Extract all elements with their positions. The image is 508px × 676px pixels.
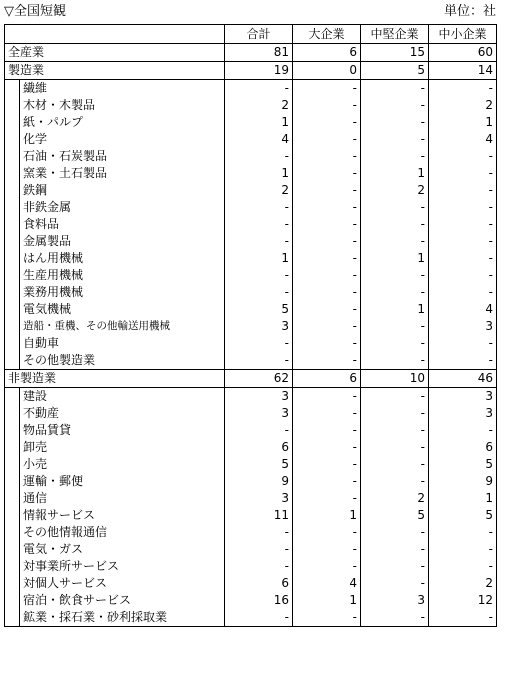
table-row xyxy=(5,131,497,148)
cell-small: - xyxy=(429,422,497,439)
cell-total: 1 xyxy=(225,165,293,182)
cell-mid: 10 xyxy=(361,370,429,388)
cell-large: - xyxy=(293,233,361,250)
cell-large: - xyxy=(293,301,361,318)
cell-total: - xyxy=(225,541,293,558)
cell-total: - xyxy=(225,352,293,370)
cell-total: 62 xyxy=(225,370,293,388)
cell-large: 1 xyxy=(293,507,361,524)
cell-mid: 2 xyxy=(361,182,429,199)
cell-large: - xyxy=(293,439,361,456)
row-label: 不動産 xyxy=(5,405,225,422)
table-header-row xyxy=(5,25,497,44)
cell-large: - xyxy=(293,80,361,98)
cell-mid: - xyxy=(361,405,429,422)
cell-small: 60 xyxy=(429,44,497,62)
row-label: 物品賃貸 xyxy=(5,422,225,439)
row-label: 化学 xyxy=(5,131,225,148)
cell-mid: - xyxy=(361,80,429,98)
cell-mid: - xyxy=(361,199,429,216)
cell-small: - xyxy=(429,609,497,627)
row-label: 造船・重機、その他輸送用機械 xyxy=(5,318,225,335)
row-label: はん用機械 xyxy=(5,250,225,267)
table-row xyxy=(5,575,497,592)
row-label: 金属製品 xyxy=(5,233,225,250)
table-row xyxy=(5,592,497,609)
cell-total: 9 xyxy=(225,473,293,490)
cell-large: - xyxy=(293,456,361,473)
row-label: 自動車 xyxy=(5,335,225,352)
cell-mid: - xyxy=(361,284,429,301)
cell-mid: - xyxy=(361,439,429,456)
cell-mid: - xyxy=(361,352,429,370)
cell-total: - xyxy=(225,524,293,541)
header-cell-large: 大企業 xyxy=(293,25,361,44)
row-label: 窯業・土石製品 xyxy=(5,165,225,182)
cell-large: 6 xyxy=(293,370,361,388)
cell-small: - xyxy=(429,199,497,216)
cell-small: - xyxy=(429,267,497,284)
cell-total: - xyxy=(225,80,293,98)
cell-large: - xyxy=(293,318,361,335)
cell-mid: - xyxy=(361,97,429,114)
table-row xyxy=(5,439,497,456)
cell-small: - xyxy=(429,182,497,199)
cell-large: - xyxy=(293,216,361,233)
table-row xyxy=(5,524,497,541)
row-label: 運輸・郵便 xyxy=(5,473,225,490)
table-row xyxy=(5,335,497,352)
cell-large: - xyxy=(293,405,361,422)
table-row xyxy=(5,250,497,267)
table-row xyxy=(5,267,497,284)
cell-large: - xyxy=(293,114,361,131)
cell-small: 2 xyxy=(429,97,497,114)
table-row xyxy=(5,405,497,422)
cell-large: - xyxy=(293,473,361,490)
table-row xyxy=(5,490,497,507)
cell-mid: 5 xyxy=(361,62,429,80)
cell-total: - xyxy=(225,199,293,216)
cell-large: - xyxy=(293,165,361,182)
cell-small: 3 xyxy=(429,388,497,406)
cell-mid: - xyxy=(361,575,429,592)
unit-label: 単位：社 xyxy=(443,4,496,19)
cell-small: 1 xyxy=(429,490,497,507)
table-row xyxy=(5,114,497,131)
cell-large: - xyxy=(293,131,361,148)
table-row xyxy=(5,388,497,406)
table-row xyxy=(5,97,497,114)
cell-large: - xyxy=(293,148,361,165)
header-cell-mid: 中堅企業 xyxy=(361,25,429,44)
cell-large: 1 xyxy=(293,592,361,609)
cell-mid: - xyxy=(361,148,429,165)
row-label: その他製造業 xyxy=(5,352,225,370)
table-row xyxy=(5,216,497,233)
cell-mid: - xyxy=(361,267,429,284)
table-row xyxy=(5,62,497,80)
row-label: 生産用機械 xyxy=(5,267,225,284)
cell-small: - xyxy=(429,558,497,575)
table-row xyxy=(5,148,497,165)
cell-total: 3 xyxy=(225,405,293,422)
cell-mid: 1 xyxy=(361,250,429,267)
cell-mid: - xyxy=(361,524,429,541)
cell-total: - xyxy=(225,284,293,301)
cell-small: 1 xyxy=(429,114,497,131)
cell-total: - xyxy=(225,233,293,250)
header-cell-total: 合計 xyxy=(225,25,293,44)
cell-total: - xyxy=(225,609,293,627)
cell-total: 6 xyxy=(225,439,293,456)
cell-mid: - xyxy=(361,609,429,627)
cell-mid: - xyxy=(361,473,429,490)
cell-mid: 5 xyxy=(361,507,429,524)
cell-small: 5 xyxy=(429,456,497,473)
table-row xyxy=(5,199,497,216)
row-label: 石油・石炭製品 xyxy=(5,148,225,165)
cell-total: 3 xyxy=(225,318,293,335)
cell-mid: - xyxy=(361,318,429,335)
cell-small: 9 xyxy=(429,473,497,490)
cell-mid: 2 xyxy=(361,490,429,507)
cell-total: 19 xyxy=(225,62,293,80)
row-label: 繊維 xyxy=(5,80,225,98)
cell-small: - xyxy=(429,335,497,352)
cell-mid: - xyxy=(361,541,429,558)
cell-small: - xyxy=(429,352,497,370)
table-row xyxy=(5,284,497,301)
table-row xyxy=(5,507,497,524)
row-label: その他情報通信 xyxy=(5,524,225,541)
cell-total: 81 xyxy=(225,44,293,62)
table-row xyxy=(5,301,497,318)
header-cell-small: 中小企業 xyxy=(429,25,497,44)
row-label: 業務用機械 xyxy=(5,284,225,301)
row-label: 非製造業 xyxy=(5,370,225,388)
table-row xyxy=(5,370,497,388)
cell-small: 46 xyxy=(429,370,497,388)
cell-mid: - xyxy=(361,456,429,473)
cell-small: 3 xyxy=(429,318,497,335)
row-label: 建設 xyxy=(5,388,225,406)
row-label: 小売 xyxy=(5,456,225,473)
cell-total: - xyxy=(225,422,293,439)
cell-small: 3 xyxy=(429,405,497,422)
row-label: 鉄鋼 xyxy=(5,182,225,199)
cell-small: - xyxy=(429,233,497,250)
cell-large: - xyxy=(293,335,361,352)
cell-small: - xyxy=(429,165,497,182)
cell-small: 6 xyxy=(429,439,497,456)
cell-small: - xyxy=(429,80,497,98)
cell-total: 2 xyxy=(225,97,293,114)
row-label: 非鉄金属 xyxy=(5,199,225,216)
cell-mid: - xyxy=(361,335,429,352)
table-row xyxy=(5,541,497,558)
row-label: 対事業所サービス xyxy=(5,558,225,575)
cell-mid: 3 xyxy=(361,592,429,609)
row-label: 電気・ガス xyxy=(5,541,225,558)
table-row xyxy=(5,80,497,98)
cell-large: - xyxy=(293,97,361,114)
row-label: 紙・パルプ xyxy=(5,114,225,131)
cell-total: 6 xyxy=(225,575,293,592)
cell-total: 3 xyxy=(225,388,293,406)
row-label: 食料品 xyxy=(5,216,225,233)
cell-total: 4 xyxy=(225,131,293,148)
cell-large: - xyxy=(293,267,361,284)
table-title: ▽全国短観 xyxy=(4,4,66,19)
cell-total: - xyxy=(225,335,293,352)
cell-large: - xyxy=(293,250,361,267)
row-label: 対個人サービス xyxy=(5,575,225,592)
cell-large: - xyxy=(293,284,361,301)
cell-small: 12 xyxy=(429,592,497,609)
cell-total: 11 xyxy=(225,507,293,524)
cell-total: 3 xyxy=(225,490,293,507)
cell-mid: 1 xyxy=(361,301,429,318)
table-row xyxy=(5,352,497,370)
cell-mid: - xyxy=(361,131,429,148)
cell-large: - xyxy=(293,388,361,406)
table-row xyxy=(5,182,497,199)
row-label: 木材・木製品 xyxy=(5,97,225,114)
cell-total: 5 xyxy=(225,301,293,318)
cell-total: 5 xyxy=(225,456,293,473)
table-row xyxy=(5,44,497,62)
cell-total: 1 xyxy=(225,250,293,267)
cell-total: - xyxy=(225,267,293,284)
cell-large: - xyxy=(293,541,361,558)
cell-large: - xyxy=(293,182,361,199)
table-row xyxy=(5,558,497,575)
row-label: 鉱業・採石業・砂利採取業 xyxy=(5,609,225,627)
cell-mid: - xyxy=(361,388,429,406)
cell-total: 1 xyxy=(225,114,293,131)
cell-large: 6 xyxy=(293,44,361,62)
cell-large: - xyxy=(293,490,361,507)
cell-mid: 15 xyxy=(361,44,429,62)
cell-large: - xyxy=(293,524,361,541)
cell-small: - xyxy=(429,250,497,267)
table-row xyxy=(5,473,497,490)
row-label: 全産業 xyxy=(5,44,225,62)
cell-small: 4 xyxy=(429,131,497,148)
row-label: 卸売 xyxy=(5,439,225,456)
row-label: 宿泊・飲食サービス xyxy=(5,592,225,609)
cell-large: - xyxy=(293,609,361,627)
row-label: 情報サービス xyxy=(5,507,225,524)
cell-small: 5 xyxy=(429,507,497,524)
cell-small: - xyxy=(429,524,497,541)
table-row xyxy=(5,233,497,250)
cell-large: - xyxy=(293,352,361,370)
data-table xyxy=(4,24,497,627)
cell-small: - xyxy=(429,148,497,165)
cell-small: 4 xyxy=(429,301,497,318)
cell-mid: - xyxy=(361,233,429,250)
header-cell-label xyxy=(5,25,225,44)
cell-large: - xyxy=(293,422,361,439)
table-row xyxy=(5,456,497,473)
cell-large: 4 xyxy=(293,575,361,592)
row-label: 通信 xyxy=(5,490,225,507)
cell-small: - xyxy=(429,284,497,301)
table-row xyxy=(5,318,497,335)
cell-mid: - xyxy=(361,114,429,131)
cell-total: - xyxy=(225,216,293,233)
cell-total: 2 xyxy=(225,182,293,199)
cell-total: 16 xyxy=(225,592,293,609)
cell-mid: - xyxy=(361,558,429,575)
cell-large: - xyxy=(293,558,361,575)
cell-large: - xyxy=(293,199,361,216)
table-row xyxy=(5,422,497,439)
table-row xyxy=(5,609,497,627)
cell-small: 2 xyxy=(429,575,497,592)
cell-large: 0 xyxy=(293,62,361,80)
cell-mid: - xyxy=(361,422,429,439)
cell-total: - xyxy=(225,148,293,165)
cell-mid: - xyxy=(361,216,429,233)
row-label: 電気機械 xyxy=(5,301,225,318)
cell-mid: 1 xyxy=(361,165,429,182)
cell-small: 14 xyxy=(429,62,497,80)
cell-small: - xyxy=(429,216,497,233)
cell-total: - xyxy=(225,558,293,575)
table-caption-bar xyxy=(4,2,496,22)
cell-small: - xyxy=(429,541,497,558)
row-label: 製造業 xyxy=(5,62,225,80)
table-row xyxy=(5,165,497,182)
